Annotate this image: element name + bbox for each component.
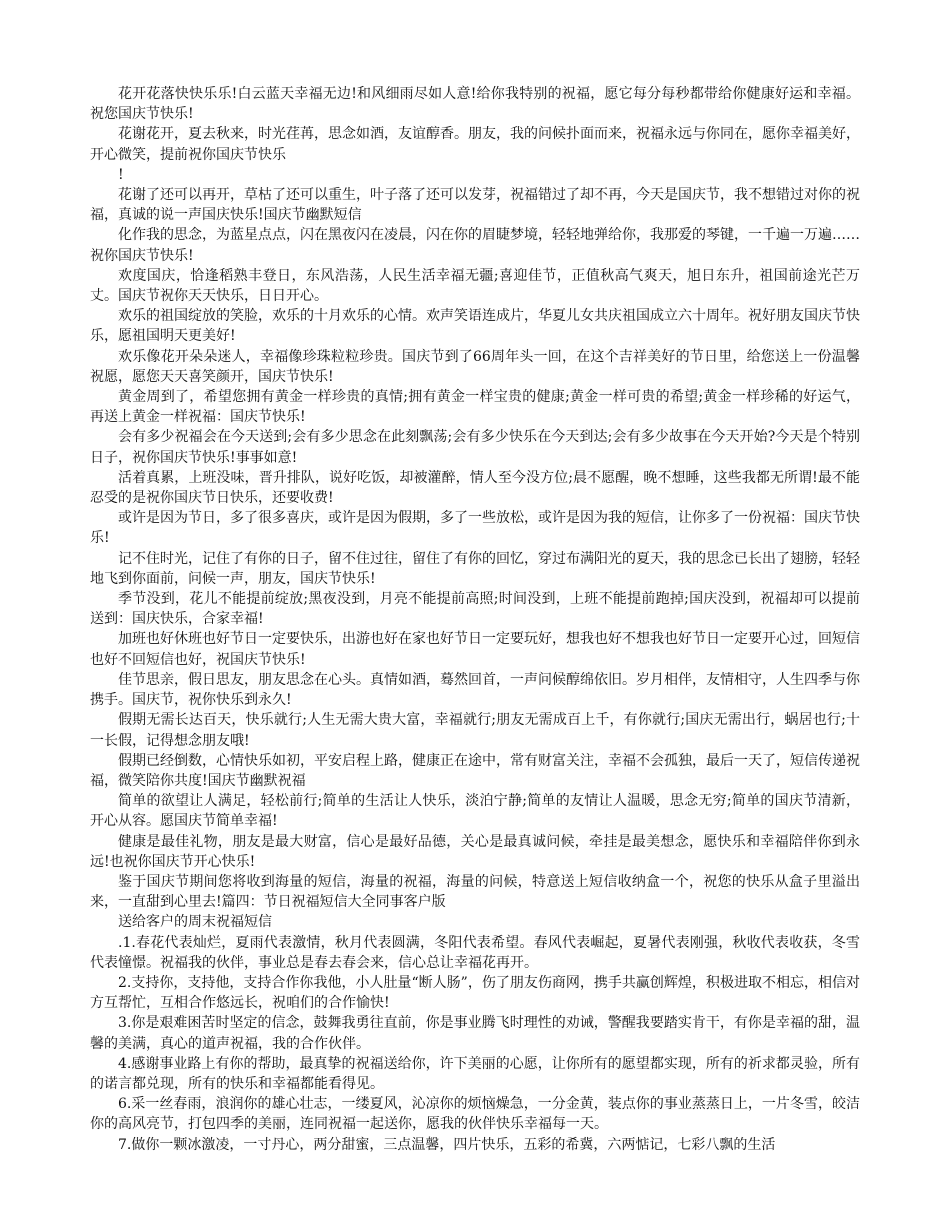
numbered-item: 3.你是艰难困苦时坚定的信念，鼓舞我勇往直前，你是事业腾飞时理性的劝诫，警醒我要踏实肯干，有你是幸福的甜，温馨的美满，真心的道声祝福，我的合作伙伴。 (90, 1015, 860, 1052)
section-heading: 送给客户的周末祝福短信 (118, 914, 272, 931)
paragraph: 假期已经倒数，心情快乐如初，平安启程上路，健康正在途中，常有财富关注，幸福不会孤独，最后一天了，短信传递祝福，微笑陪你共度!国庆节幽默祝福 (90, 752, 860, 789)
paragraph: 欢度国庆，恰逢稻熟丰登日，东风浩荡，人民生活幸福无疆;喜迎佳节，正值秋高气爽天，旭日东升，祖国前途光芒万丈。国庆节祝你天天快乐，日日开心。 (90, 267, 860, 305)
paragraph: 佳节思亲，假日思友，朋友思念在心头。真情如酒，蓦然回首，一声问候醇绵依旧。岁月相伴，友情相守，人生四季与你携手。国庆节，祝你快乐到永久! (90, 671, 860, 709)
numbered-item: .1.春花代表灿烂，夏雨代表激情，秋月代表圆满，冬阳代表希望。春风代表崛起，夏暑代表刚强，秋收代表收获，冬雪代表憧憬。祝福我的伙伴，事业总是春去春会来，信心总让幸福花再开。 (90, 934, 860, 971)
numbered-item: 2.支持你，支持他，支持合作你我他，小人肚量“断人肠”，伤了朋友伤商网，携手共赢创辉煌，积极进取不相忘，相信对方互帮忙，互相合作悠远长，祝咱们的合作愉快! (90, 974, 860, 1012)
paragraph: 黄金周到了，希望您拥有黄金一样珍贵的真情;拥有黄金一样宝贵的健康;黄金一样可贵的希望;黄金一样珍稀的好运气，再送上黄金一样祝福：国庆节快乐! (90, 389, 860, 426)
numbered-item: 7.做你一颗冰激凌，一寸丹心，两分甜蜜，三点温馨，四片快乐，五彩的希冀，六两惦记，七彩八飘的生活 (118, 1136, 776, 1153)
paragraph: 加班也好休班也好节日一定要快乐，出游也好在家也好节日一定要玩好，想我也好不想我也好节日一定要开心过，回短信也好不回短信也好，祝国庆节快乐! (90, 631, 860, 668)
paragraph: 会有多少祝福会在今天送到;会有多少思念在此刻飘荡;会有多少快乐在今天到达;会有多少故事在今天开始?今天是个特别日子，祝你国庆节快乐!事事如意! (90, 429, 860, 466)
document-body (90, 84, 860, 1155)
numbered-item: 4.感谢事业路上有你的帮助，最真挚的祝福送给你，许下美丽的心愿，让你所有的愿望都实现，所有的祈求都灵验，所有的诺言都兑现，所有的快乐和幸福都能看得见。 (90, 1055, 860, 1092)
paragraph: 化作我的思念，为蓝星点点，闪在黑夜闪在凌晨，闪在你的眉睫梦境，轻轻地弹给你，我那爱的琴键，一千遍一万遍……祝你国庆节快乐! (90, 227, 860, 264)
paragraph: 或许是因为节日，多了很多喜庆，或许是因为假期，多了一些放松，或许是因为我的短信，让你多了一份祝福：国庆节快乐! (90, 510, 860, 547)
paragraph: 假期无需长达百天，快乐就行;人生无需大贵大富，幸福就行;朋友无需成百上千，有你就行;国庆无需出行，蜗居也行;十一长假，记得想念朋友哦! (90, 712, 860, 749)
paragraph: 花谢花开，夏去秋来，时光荏苒，思念如酒，友谊醇香。朋友，我的问候扑面而来，祝福永远与你同在，愿你幸福美好，开心微笑，提前祝你国庆节快乐 (90, 126, 860, 163)
paragraph: 欢乐的祖国绽放的笑脸，欢乐的十月欢乐的心情。欢声笑语连成片，华夏儿女共庆祖国成立六十周年。祝好朋友国庆节快乐，愿祖国明天更美好! (90, 308, 860, 345)
paragraph: 花开花落快快乐乐!白云蓝天幸福无边!和风细雨尽如人意!给你我特别的祝福，愿它每分每秒都带给你健康好运和幸福。祝您国庆节快乐! (90, 86, 860, 123)
paragraph: 欢乐像花开朵朵迷人，幸福像珍珠粒粒珍贵。国庆节到了66周年头一回，在这个吉祥美好的节日里，给您送上一份温馨祝愿，愿您天天喜笑颜开，国庆节快乐! (90, 348, 860, 385)
paragraph: ! (118, 166, 124, 183)
numbered-item: 6.采一丝春雨，浪润你的雄心壮志，一缕夏风，沁凉你的烦恼燥急，一分金黄，装点你的事业蒸蒸日上，一片冬雪，皎洁你的高风亮节，打包四季的美丽，连同祝福一起送你，愿我的伙伴快乐幸福每一天。 (90, 1096, 860, 1133)
paragraph: 活着真累，上班没味，晋升排队，说好吃饭，却被灌醉，情人至今没方位;晨不愿醒，晚不想睡，这些我都无所谓!最不能忍受的是祝你国庆节日快乐，还要收费! (90, 469, 860, 507)
paragraph: 简单的欲望让人满足，轻松前行;简单的生活让人快乐，淡泊宁静;简单的友情让人温暖，思念无穷;简单的国庆节清新，开心从容。愿国庆节简单幸福! (90, 793, 860, 830)
paragraph: 季节没到，花儿不能提前绽放;黑夜没到，月亮不能提前高照;时间没到，上班不能提前跑掉;国庆没到，祝福却可以提前送到：国庆快乐，合家幸福! (90, 591, 860, 628)
paragraph: 记不住时光，记住了有你的日子，留不住过往，留住了有你的回忆，穿过布满阳光的夏天，我的思念已长出了翅膀，轻轻地飞到你面前，问候一声，朋友，国庆节快乐! (90, 550, 860, 587)
paragraph: 鉴于国庆节期间您将收到海量的短信，海量的祝福，海量的问候，特意送上短信收纳盒一个，祝您的快乐从盒子里溢出来，一直甜到心里去!篇四：节日祝福短信大全同事客户版 (90, 873, 860, 911)
paragraph: 花谢了还可以再开，草枯了还可以重生，叶子落了还可以发芽，祝福错过了却不再，今天是国庆节，我不想错过对你的祝福，真诚的说一声国庆快乐!国庆节幽默短信 (90, 187, 860, 224)
paragraph: 健康是最佳礼物，朋友是最大财富，信心是最好品德，关心是最真诚问候，牵挂是最美想念，愿快乐和幸福陪伴你到永远!也祝你国庆节开心快乐! (90, 833, 860, 870)
